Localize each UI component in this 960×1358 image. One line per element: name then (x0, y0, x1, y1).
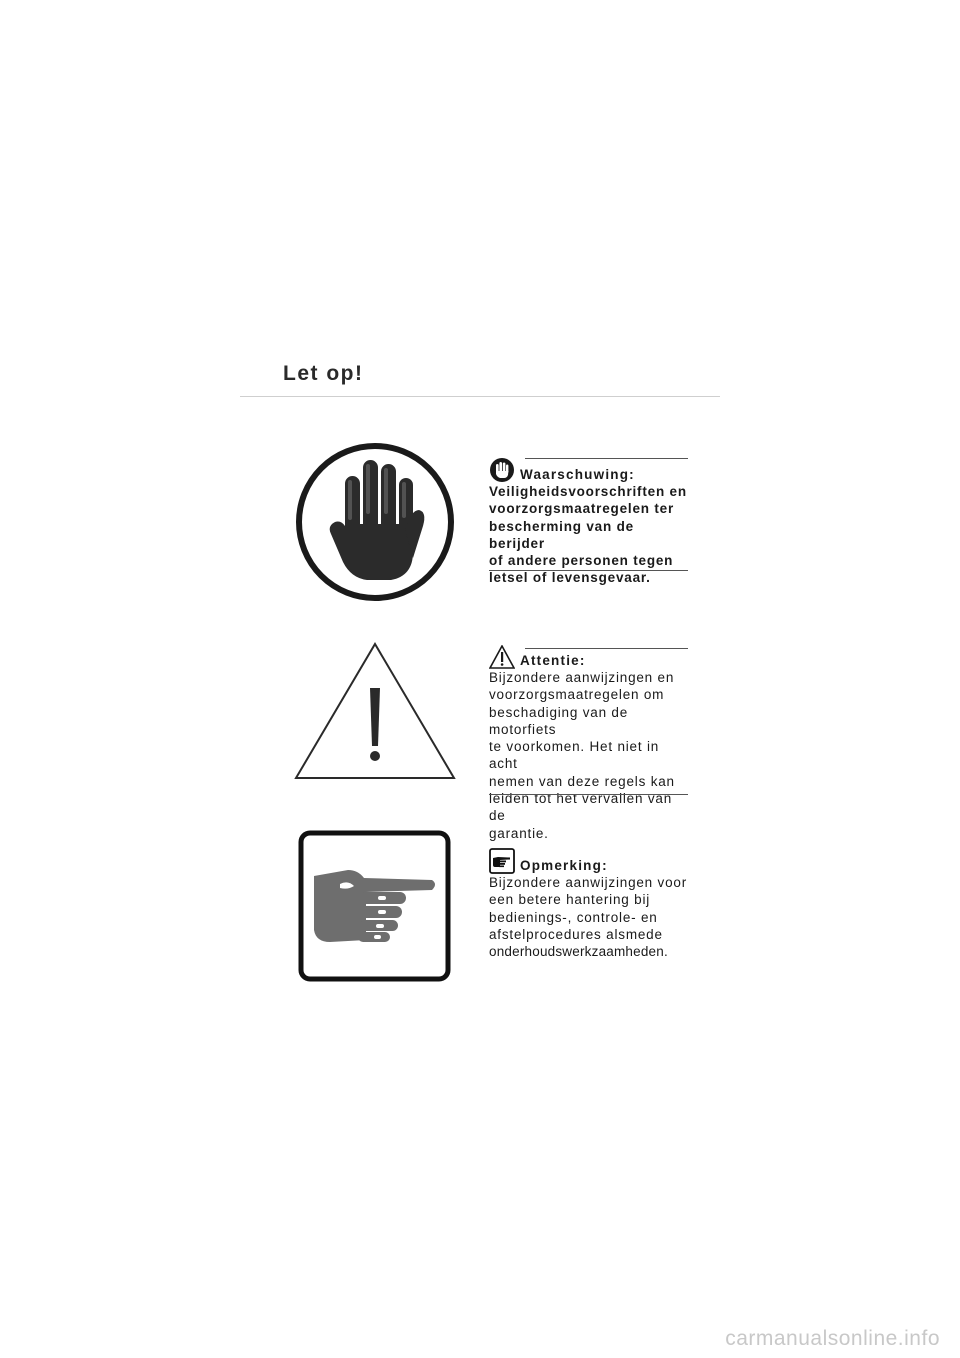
warning-line: bescherming van de berijder (489, 518, 634, 551)
caution-line: nemen van deze regels kan (489, 773, 675, 789)
small-exclamation-triangle-icon (489, 645, 515, 669)
note-text (489, 848, 689, 960)
stop-hand-icon (295, 434, 455, 602)
caution-line: voorzorgsmaatregelen om (489, 687, 665, 703)
caution-line: Bijzondere aanwijzingen en (489, 670, 675, 685)
small-stop-hand-icon (489, 457, 515, 483)
page-title: Let op! (283, 362, 364, 385)
note-line: een betere hantering bij (489, 892, 651, 908)
note-heading: Opmerking: (520, 857, 608, 873)
caution-line: te voorkomen. Het niet in acht (489, 739, 660, 772)
caution-line: garantie. (489, 825, 549, 841)
caution-bottom-rule (489, 794, 688, 795)
exclamation-triangle-icon (292, 640, 458, 782)
warning-line: Veiligheidsvoorschriften en (489, 484, 687, 499)
warning-text (489, 457, 689, 587)
warning-line: voorzorgsmaatregelen ter (489, 501, 675, 517)
warning-heading: Waarschuwing: (520, 466, 635, 482)
note-line: afstelprocedures alsmede (489, 926, 663, 942)
warning-bottom-rule (489, 570, 688, 571)
pointing-hand-icon (298, 830, 451, 982)
warning-line: letsel of levensgevaar. (489, 570, 651, 586)
watermark: carmanualsonline.info (725, 1327, 940, 1350)
caution-text (489, 645, 689, 842)
title-divider (240, 396, 720, 397)
note-line: bedienings-, controle- en (489, 909, 658, 925)
caution-line: leiden tot het vervallen van de (489, 791, 673, 824)
warning-line: of andere personen tegen (489, 553, 674, 569)
note-line: onderhoudswerkzaamheden. (489, 944, 668, 960)
caution-line: beschadiging van de motorfiets (489, 704, 629, 737)
caution-heading: Attentie: (520, 652, 586, 668)
note-line: Bijzondere aanwijzingen voor (489, 875, 688, 890)
small-pointing-hand-icon (489, 848, 515, 874)
